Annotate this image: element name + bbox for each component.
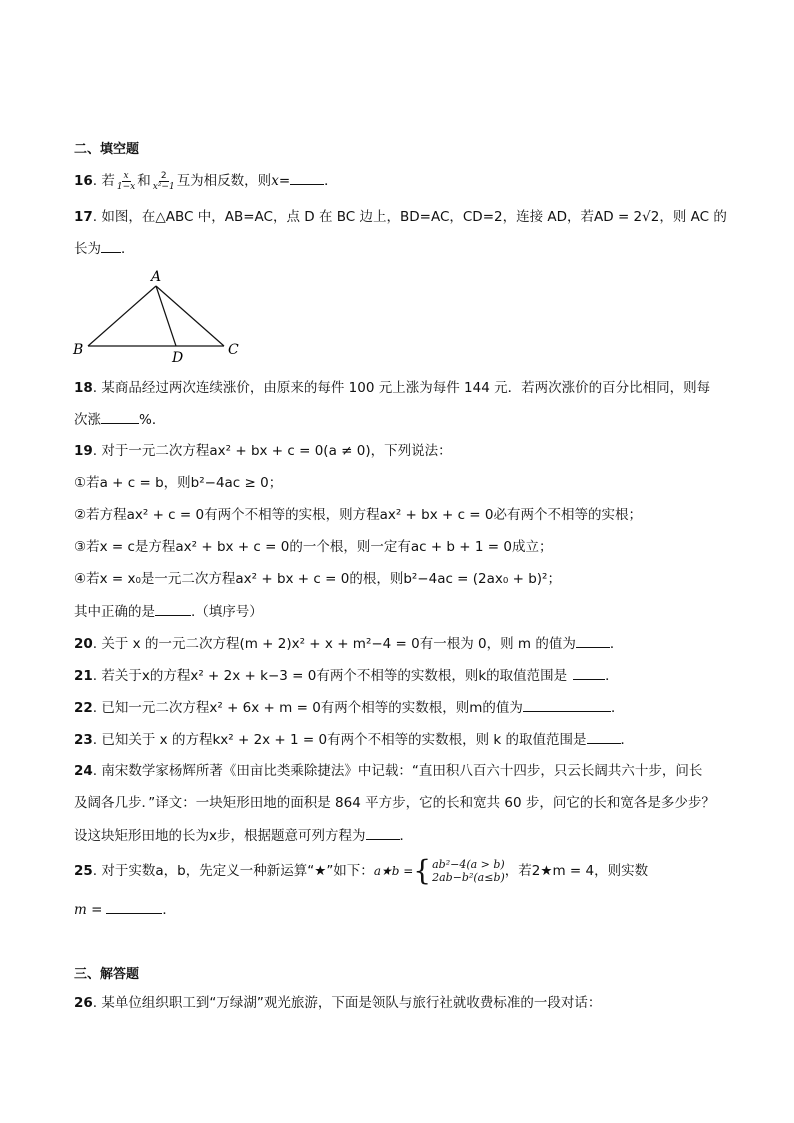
- section-heading-fill-in: 二、填空题: [74, 142, 140, 157]
- answer-blank: [573, 665, 605, 680]
- answer-blank: [587, 729, 621, 744]
- answer-blank: [101, 409, 139, 424]
- label-b: B: [73, 342, 84, 358]
- question-25-line-1: 25. 对于实数a，b，先定义一种新运算“★”如下：a★b = { ab²−4(a > b) 2ab−b²(a≤b) ，若2★m = 4，则实数: [74, 854, 649, 887]
- question-19-option-3: ③若x = c是方程ax² + bx + c = 0的一个根，则一定有ac + b + 1 = 0成立；: [74, 539, 553, 555]
- question-22: 22. 已知一元二次方程x² + 6x + m = 0有两个相等的实数根，则m的值为 ．: [74, 697, 624, 718]
- answer-blank: [155, 601, 191, 616]
- answer-blank: [576, 633, 610, 648]
- question-16: 16. 若 $\frac{x}{1-x}$ 和 $\frac{2}{\text{x²−1}}$ 互为相反数，则x= ．: [74, 170, 338, 192]
- label-d: D: [172, 350, 184, 366]
- question-17-line-1: 17. 如图，在△ABC 中，AB=AC，点 D 在 BC 边上，BD=AC，CD=2，连接 AD，若AD = 2√2，则 AC 的: [74, 209, 727, 225]
- triangle-figure: [70, 266, 250, 366]
- section-heading-solve: 三、解答题: [74, 967, 140, 982]
- question-19-stem: 19. 对于一元二次方程ax² + bx + c = 0(a ≠ 0)，下列说法：: [74, 443, 452, 459]
- label-a: A: [151, 269, 162, 285]
- fraction-1: $\frac{x}{1-x}$: [116, 170, 136, 192]
- question-19-option-1: ①若a + c = b，则b²−4ac ≥ 0；: [74, 475, 283, 491]
- piecewise-definition: { ab²−4(a > b) 2ab−b²(a≤b): [413, 854, 505, 887]
- answer-blank: [523, 697, 611, 712]
- question-19-answer-line: 其中正确的是 .（填序号）: [74, 601, 263, 622]
- answer-blank: [101, 238, 121, 253]
- question-24-line-3: 设这块矩形田地的长为x步，根据题意可列方程为 ．: [74, 825, 413, 846]
- question-19-option-2: ②若方程ax² + c = 0有两个不相等的实根，则方程ax² + bx + c = 0必有两个不相等的实根；: [74, 507, 643, 523]
- question-21: 21. 若关于x的方程x² + 2x + k−3 = 0有两个不相等的实数根，则k的取值范围是 ．: [74, 665, 619, 686]
- question-24-line-2: 及阔各几步．”译文：一块矩形田地的面积是 864 平方步，它的长和宽共 60 步，问它的长和宽各是多少步？: [74, 795, 715, 811]
- question-26: 26. 某单位组织职工到“万绿湖”观光旅游，下面是领队与旅行社就收费标准的一段对话：: [74, 995, 602, 1011]
- question-18-line-1: 18. 某商品经过两次连续涨价，由原来的每件 100 元上涨为每件 144 元．若两次涨价的百分比相同，则每: [74, 380, 711, 396]
- question-25-line-2: m = ．: [74, 899, 176, 920]
- fraction-2: $\frac{2}{\text{x²−1}}$: [152, 170, 175, 192]
- answer-blank: [106, 899, 162, 914]
- edge-ab: [88, 286, 156, 346]
- label-c: C: [228, 342, 239, 358]
- question-20: 20. 关于 x 的一元二次方程(m + 2)x² + x + m²−4 = 0有一根为 0，则 m 的值为 ．: [74, 633, 623, 654]
- question-18-line-2: 次涨 %．: [74, 409, 165, 430]
- question-17-line-2: 长为 ．: [74, 238, 135, 259]
- question-24-line-1: 24. 南宋数学家杨辉所著《田亩比类乘除捷法》中记载：“直田积八百六十四步，只云长阔共六十步，问长: [74, 763, 703, 779]
- question-19-option-4: ④若x = x₀是一元二次方程ax² + bx + c = 0的根，则b²−4ac = (2ax₀ + b)²；: [74, 571, 561, 587]
- answer-blank: [366, 825, 400, 840]
- answer-blank: [290, 170, 324, 185]
- question-23: 23. 已知关于 x 的方程kx² + 2x + 1 = 0有两个不相等的实数根，则 k 的取值范围是 ．: [74, 729, 634, 750]
